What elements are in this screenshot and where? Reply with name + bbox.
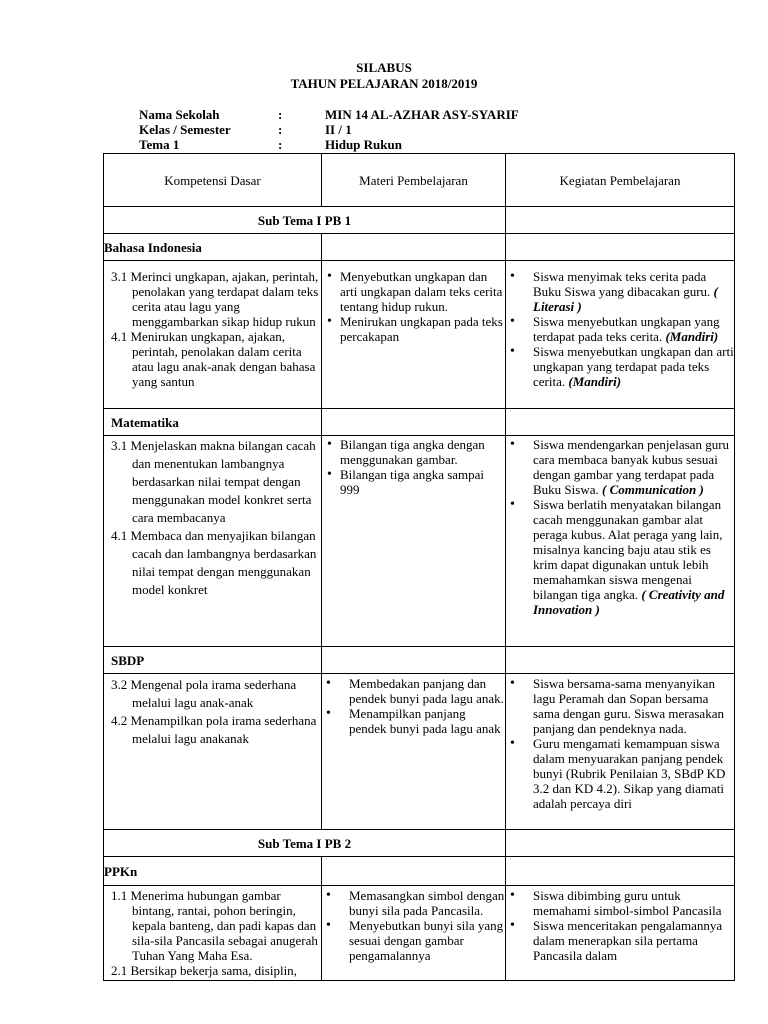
table-row <box>104 436 735 647</box>
field-label: Tema 1 <box>139 137 180 152</box>
empty-cell <box>506 409 735 436</box>
kegiatan-tag: ( Literasi ) <box>533 284 718 314</box>
subject-heading: Matematika <box>104 409 322 436</box>
kd-item: 1.1 Menerima hubungan gambar bintang, rantai, pohon beringin, kepala banteng, dan padi kapas dan sila-sila Pancasila sebagai anugerah Tuhan Yang Maha Esa. <box>111 888 318 963</box>
kd-item: 2.1 Bersikap bekerja sama, disiplin, <box>111 963 297 978</box>
kd-item: 4.1 Menirukan ungkapan, ajakan, perintah, penolakan dalam cerita atau lagu anak-anak dengan bahasa yang santun <box>111 329 316 389</box>
materi-item: • Membedakan panjang dan pendek bunyi pada lagu anak. <box>322 676 505 706</box>
kegiatan-item: • Siswa bersama-sama menyanyikan lagu Peramah dan Sopan bersama sama dengan guru. Siswa merasakan panjang dan pendeknya nada. <box>506 676 734 736</box>
column-header-kegiatan: Kegiatan Pembelajaran <box>506 154 735 207</box>
materi-item: • Menyebutkan bunyi sila yang sesuai dengan gambar pengamalannya <box>322 918 505 963</box>
kegiatan-tag: ( Creativity and Innovation ) <box>533 587 725 617</box>
table-row <box>104 261 735 409</box>
kegiatan-item <box>506 269 734 314</box>
kegiatan-item <box>506 497 734 617</box>
materi-item: • Bilangan tiga angka sampai 999 <box>322 467 505 497</box>
field-value: Hidup Rukun <box>325 137 402 152</box>
kegiatan-text: Siswa menyebutkan ungkapan yang terdapat pada teks cerita. <box>533 314 720 344</box>
subject-heading: SBDP <box>104 647 322 674</box>
kegiatan-text: Siswa menyimak teks cerita pada Buku Siswa yang dibacakan guru. <box>533 269 711 299</box>
kd-item: 3.2 Mengenal pola irama sederhana melalui lagu anak-anak <box>111 677 297 710</box>
kegiatan-item: • Siswa menceritakan pengalamannya dalam menerapkan sila pertama Pancasila dalam <box>506 918 734 963</box>
materi-cell <box>322 674 506 830</box>
kegiatan-cell <box>506 886 735 981</box>
field-label: Nama Sekolah <box>139 107 220 122</box>
table-header-row <box>104 154 735 207</box>
kegiatan-item: • Guru mengamati kemampuan siswa dalam menyuarakan panjang pendek bunyi (Rubrik Penilaian 3, SBdP KD 3.2 dan KD 4.2). Sikap yang diamati adalah percaya diri <box>506 736 734 811</box>
materi-item: • Bilangan tiga angka dengan menggunakan gambar. <box>322 437 505 467</box>
materi-cell <box>322 436 506 647</box>
kegiatan-text: Siswa mendengarkan penjelasan guru cara membaca banyak kubus sesuai dengan gambar yang terdapat pada Buku Siswa. <box>533 437 730 497</box>
field-separator: : <box>278 107 283 122</box>
kegiatan-item: • Siswa dibimbing guru untuk memahami simbol-simbol Pancasila <box>506 888 734 918</box>
field-value: II / 1 <box>325 122 352 137</box>
kd-item: 3.1 Menjelaskan makna bilangan cacah dan menentukan lambangnya berdasarkan nilai tempat dengan menggunakan model konkret serta cara membacanya <box>111 438 316 525</box>
subtema-heading: Sub Tema I PB 2 <box>104 830 506 857</box>
subtema-heading: Sub Tema I PB 1 <box>104 207 506 234</box>
empty-cell <box>322 647 506 674</box>
table-row <box>104 886 735 981</box>
empty-cell <box>322 857 506 886</box>
materi-item: • Menyebutkan ungkapan dan arti ungkapan dalam teks cerita tentang hidup rukun. <box>322 269 505 314</box>
materi-item: • Menirukan ungkapan pada teks percakapan <box>322 314 505 344</box>
kegiatan-tag: (Mandiri) <box>568 374 622 389</box>
kd-item: 3.1 Merinci ungkapan, ajakan, perintah, penolakan yang terdapat dalam teks cerita atau lagu yang menggambarkan sikap hidup rukun <box>111 269 319 329</box>
materi-cell <box>322 886 506 981</box>
kegiatan-tag: (Mandiri) <box>665 329 719 344</box>
field-value: MIN 14 AL-AZHAR ASY-SYARIF <box>325 107 519 122</box>
kd-cell <box>104 436 322 647</box>
empty-cell <box>506 207 735 234</box>
kegiatan-item <box>506 437 734 497</box>
kegiatan-cell <box>506 261 735 409</box>
field-separator: : <box>278 137 283 152</box>
subject-heading: PPKn <box>104 857 322 886</box>
empty-cell <box>506 857 735 886</box>
kegiatan-item <box>506 344 734 389</box>
subtema-row <box>104 830 735 857</box>
materi-item: • Memasangkan simbol dengan bunyi sila pada Pancasila. <box>322 888 505 918</box>
empty-cell <box>506 234 735 261</box>
document-subtitle: TAHUN PELAJARAN 2018/2019 <box>290 76 478 91</box>
kd-cell <box>104 886 322 981</box>
materi-item: • Menampilkan panjang pendek bunyi pada lagu anak <box>322 706 505 736</box>
subject-row <box>104 857 735 886</box>
subtema-row <box>104 207 735 234</box>
field-label: Kelas / Semester <box>139 122 231 137</box>
kd-cell <box>104 261 322 409</box>
column-header-kompetensi: Kompetensi Dasar <box>104 154 322 207</box>
kegiatan-cell <box>506 674 735 830</box>
subject-row <box>104 647 735 674</box>
field-separator: : <box>278 122 283 137</box>
kegiatan-item <box>506 314 734 344</box>
table-row <box>104 674 735 830</box>
empty-cell <box>506 647 735 674</box>
empty-cell <box>322 234 506 261</box>
empty-cell <box>506 830 735 857</box>
kegiatan-text: Siswa berlatih menyatakan bilangan cacah menggunakan gambar alat peraga kubus. Alat peraga yang lain, misalnya kancing baju atau stik es krim dapat digunakan untuk lebih memahamkan siswa mengenai bilangan tiga angka. <box>533 497 723 602</box>
column-header-materi: Materi Pembelajaran <box>322 154 506 207</box>
subject-row <box>104 234 735 261</box>
empty-cell <box>322 409 506 436</box>
kegiatan-tag: ( Communication ) <box>601 482 704 497</box>
document-title: SILABUS <box>356 60 412 75</box>
kegiatan-text: Siswa menyebutkan ungkapan dan arti ungkapan yang terdapat pada teks cerita. <box>533 344 734 389</box>
subject-heading: Bahasa Indonesia <box>104 234 322 261</box>
subject-row <box>104 409 735 436</box>
kegiatan-cell <box>506 436 735 647</box>
materi-cell <box>322 261 506 409</box>
syllabus-table <box>103 153 735 981</box>
kd-item: 4.1 Membaca dan menyajikan bilangan cacah dan lambangnya berdasarkan nilai tempat dengan menggunakan model konkret <box>111 528 317 597</box>
kd-cell <box>104 674 322 830</box>
kd-item: 4.2 Menampilkan pola irama sederhana melalui lagu anakanak <box>111 713 317 746</box>
